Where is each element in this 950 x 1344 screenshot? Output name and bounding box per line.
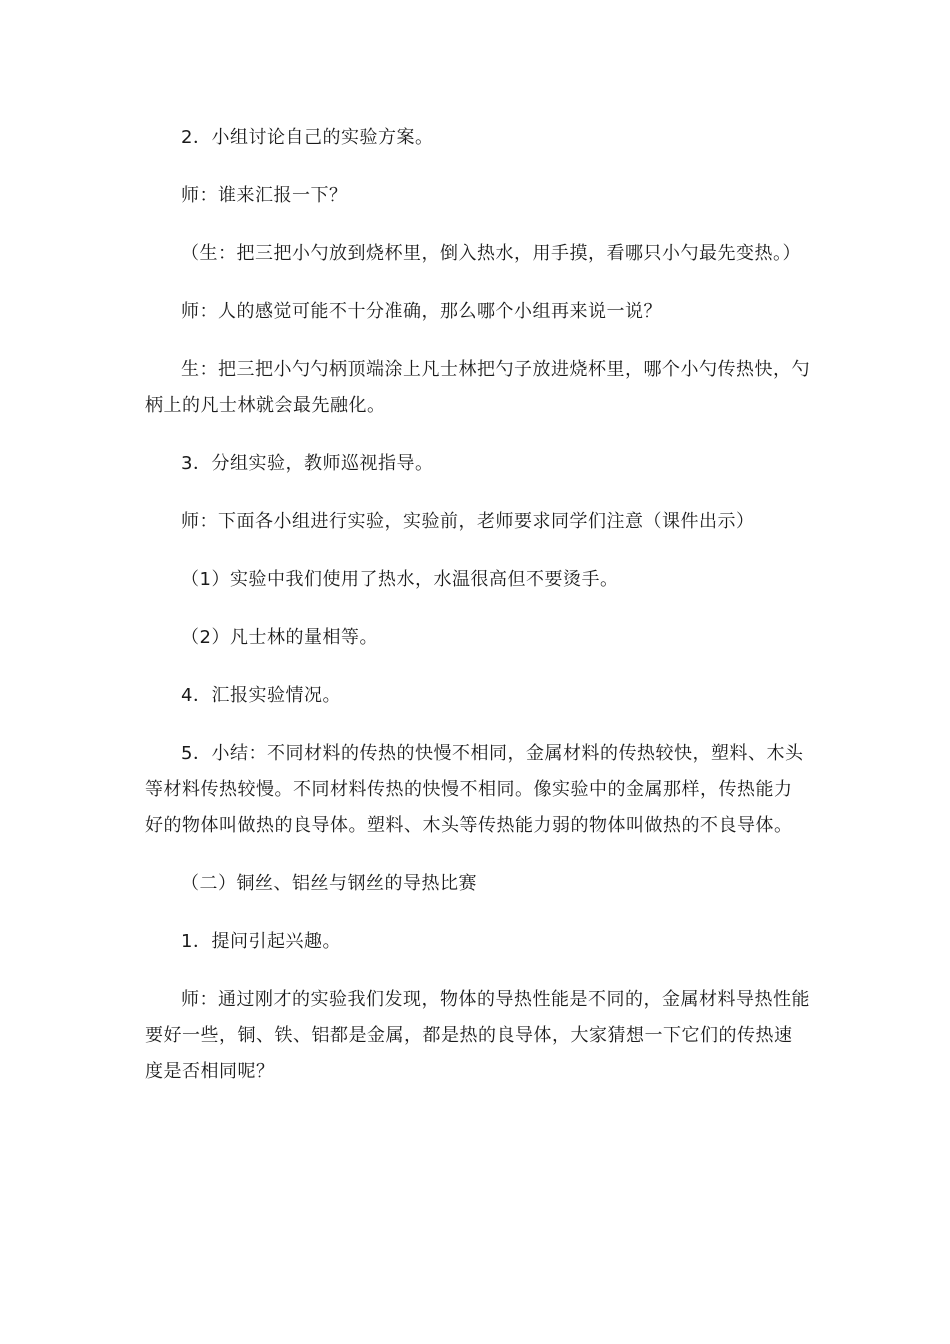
paragraph-teacher-question: 师：通过刚才的实验我们发现，物体的导热性能是不同的，金属材料导热性能要好一些，铜、铁、铝都是金属，都是热的良导体，大家猜想一下它们的传热速度是否相同呢？ [145,989,810,1082]
paragraph-step-3: 3．分组实验，教师巡视指导。 [181,453,434,474]
paragraph-teacher-ask: 师：谁来汇报一下？ [181,185,348,206]
paragraph-student-answer-2: 生：把三把小勺勺柄顶端涂上凡士林把勺子放进烧杯里，哪个小勺传热快，勺柄上的凡士林就会最先融化。 [145,359,810,416]
paragraph-summary: 5．小结：不同材料的传热的快慢不相同，金属材料的传热较快，塑料、木头等材料传热较慢。不同材料传热的快慢不相同。像实验中的金属那样，传热能力好的物体叫做热的良导体。塑料、木头等传热能力弱的物体叫做热的不良导体。 [145,743,804,836]
paragraph-section-2-step-1: 1．提问引起兴趣。 [181,931,341,952]
document-body [145,120,810,1112]
paragraph-teacher-followup: 师：人的感觉可能不十分准确，那么哪个小组再来说一说？ [181,301,662,322]
paragraph-step-2: 2．小组讨论自己的实验方案。 [181,127,434,148]
paragraph-student-answer-1: （生：把三把小勺放到烧杯里，倒入热水，用手摸，看哪只小勺最先变热。） [181,243,801,264]
paragraph-teacher-instruction: 师：下面各小组进行实验，实验前，老师要求同学们注意（课件出示） [181,511,755,532]
paragraph-note-2: （2）凡士林的量相等。 [181,627,378,648]
paragraph-step-4: 4．汇报实验情况。 [181,685,341,706]
paragraph-note-1: （1）实验中我们使用了热水，水温很高但不要烫手。 [181,569,619,590]
paragraph-section-2-heading: （二）铜丝、铝丝与钢丝的导热比赛 [181,873,477,894]
